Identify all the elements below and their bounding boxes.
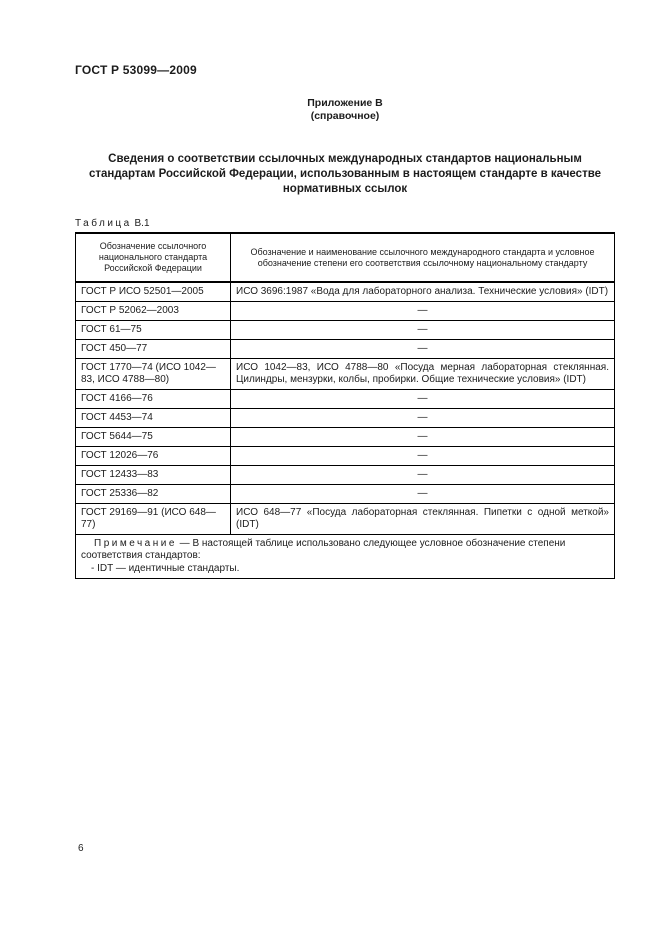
col-header-international: Обозначение и наименование ссылочного международного стандарта и условное обозначение степени его соответствия ссылочному национальному стандарту [231, 233, 615, 282]
international-standard-cell: ИСО 648—77 «Посуда лабораторная стеклянная. Пипетки с одной меткой» (IDT) [231, 504, 615, 535]
international-standard-cell: — [231, 447, 615, 466]
table-row [76, 359, 615, 390]
col-header-national: Обозначение ссылочного национального стандарта Российской Федерации [76, 233, 231, 282]
note-label: Примечание [94, 538, 177, 549]
national-standard-cell: ГОСТ 4453—74 [76, 409, 231, 428]
page-number: 6 [78, 843, 84, 854]
appendix-heading [75, 97, 615, 123]
note-line [81, 538, 609, 562]
appendix-label: Приложение В [307, 97, 383, 109]
table-caption-label: Таблица [75, 218, 132, 229]
international-standard-cell: — [231, 485, 615, 504]
national-standard-cell: ГОСТ 61—75 [76, 321, 231, 340]
page-title: Сведения о соответствии ссылочных международных стандартов национальным стандартам Российской Федерации, использованным в настоящем стандарте в качестве нормативных ссылок [88, 153, 602, 195]
table-row [76, 302, 615, 321]
national-standard-cell: ГОСТ 450—77 [76, 340, 231, 359]
table-row [76, 390, 615, 409]
national-standard-cell: ГОСТ 29169—91 (ИСО 648—77) [76, 504, 231, 535]
standards-table [75, 232, 615, 579]
national-standard-cell: ГОСТ 12026—76 [76, 447, 231, 466]
international-standard-cell: — [231, 302, 615, 321]
table-header-row [76, 233, 615, 282]
international-standard-cell: — [231, 409, 615, 428]
table-row [76, 340, 615, 359]
national-standard-cell: ГОСТ 25336—82 [76, 485, 231, 504]
table-row [76, 485, 615, 504]
table-row [76, 504, 615, 535]
table-row [76, 428, 615, 447]
international-standard-cell: ИСО 1042—83, ИСО 4788—80 «Посуда мерная лабораторная стеклянная. Цилиндры, мензурки, колбы, пробирки. Общие технические условия» (IDT) [231, 359, 615, 390]
table-row [76, 447, 615, 466]
national-standard-cell: ГОСТ 1770—74 (ИСО 1042—83, ИСО 4788—80) [76, 359, 231, 390]
national-standard-cell: ГОСТ 12433—83 [76, 466, 231, 485]
table-row [76, 321, 615, 340]
appendix-type: (справочное) [310, 110, 380, 122]
table-caption [75, 218, 615, 229]
national-standard-cell: ГОСТ Р ИСО 52501—2005 [76, 282, 231, 302]
note-text: — В настоящей таблице использовано следующее условное обозначение степени соответствия стандартов: [81, 538, 566, 561]
table-row [76, 409, 615, 428]
note-item: - IDT — идентичные стандарты. [91, 563, 240, 574]
table-body [76, 282, 615, 535]
national-standard-cell: ГОСТ 4166—76 [76, 390, 231, 409]
international-standard-cell: — [231, 466, 615, 485]
international-standard-cell: — [231, 321, 615, 340]
national-standard-cell: ГОСТ Р 52062—2003 [76, 302, 231, 321]
international-standard-cell: ИСО 3696:1987 «Вода для лабораторного анализа. Технические условия» (IDT) [231, 282, 615, 302]
table-row [76, 282, 615, 302]
table-row [76, 466, 615, 485]
national-standard-cell: ГОСТ 5644—75 [76, 428, 231, 447]
international-standard-cell: — [231, 390, 615, 409]
doc-code: ГОСТ Р 53099—2009 [75, 63, 197, 77]
international-standard-cell: — [231, 428, 615, 447]
international-standard-cell: — [231, 340, 615, 359]
table-note-row [76, 535, 615, 579]
table-caption-number: В.1 [134, 218, 150, 229]
table-note [76, 535, 615, 579]
